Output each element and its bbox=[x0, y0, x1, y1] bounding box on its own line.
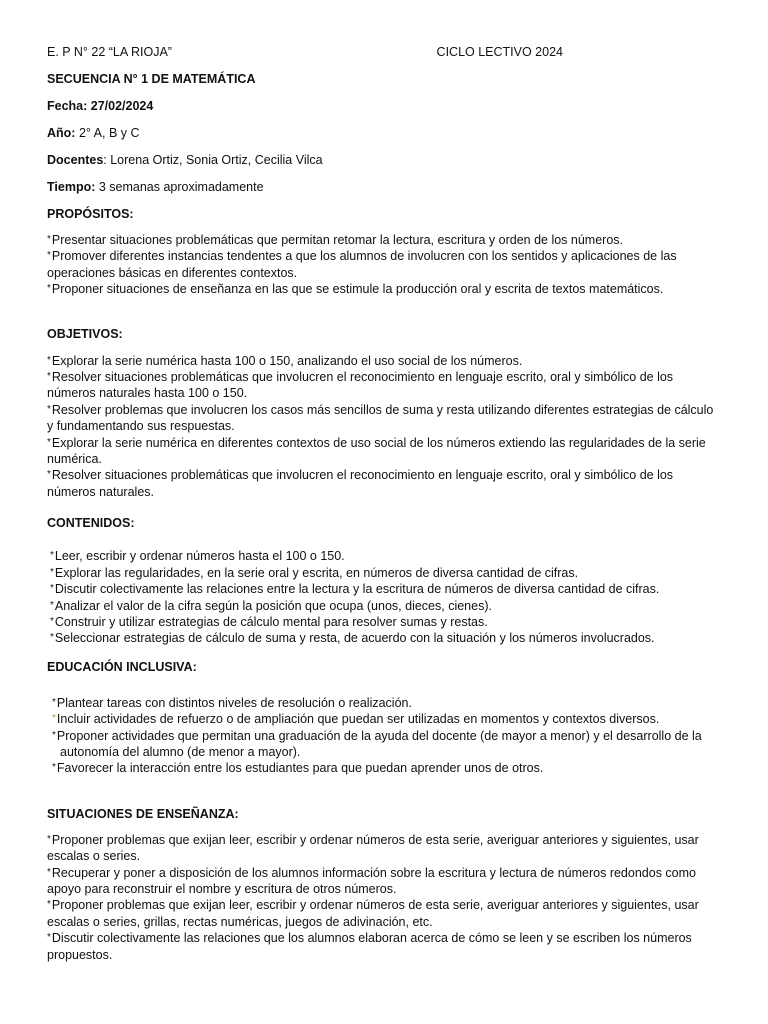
list-item: *Proponer situaciones de enseñanza en las que se estimule la producción oral y escrita de textos matemáticos. bbox=[47, 282, 664, 297]
objetivos-heading: OBJETIVOS: bbox=[47, 326, 123, 341]
bullet-icon: * bbox=[47, 283, 51, 295]
list-item: *Leer, escribir y ordenar números hasta el 100 o 150. bbox=[50, 549, 345, 564]
bullet-icon: * bbox=[47, 469, 51, 481]
bullet-icon: * bbox=[47, 403, 51, 415]
bullet-icon: * bbox=[47, 436, 51, 448]
teachers-line: Docentes: Lorena Ortiz, Sonia Ortiz, Cecilia Vilca bbox=[47, 153, 323, 167]
list-item: *Discutir colectivamente las relaciones que los alumnos elaboran acerca de cómo se leen y se escriben los números propuestos. bbox=[47, 931, 692, 962]
bullet-icon: * bbox=[50, 615, 54, 627]
list-item: *Explorar las regularidades, en la serie oral y escrita, en números de diversa cantidad de cifras. bbox=[50, 565, 579, 580]
inclusiva-heading: EDUCACIÓN INCLUSIVA: bbox=[47, 659, 197, 674]
bullet-icon: * bbox=[50, 632, 54, 644]
list-item: *Analizar el valor de la cifra según la posición que ocupa (unos, dieces, cienes). bbox=[50, 598, 492, 613]
list-item: *Proponer actividades que permitan una graduación de la ayuda del docente (de mayor a menor) y el desarrollo de la autonomía del alumno (de menor a mayor). bbox=[52, 728, 702, 759]
bullet-icon: * bbox=[52, 696, 56, 708]
bullet-icon: * bbox=[50, 583, 54, 595]
list-item: *Explorar la serie numérica hasta 100 o 150, analizando el uso social de los números. bbox=[47, 353, 523, 368]
school-name: E. P N° 22 “LA RIOJA” bbox=[47, 45, 172, 59]
list-item: *Proponer problemas que exijan leer, escribir y ordenar números de esta serie, averiguar anteriores y siguientes, usar escalas o series. bbox=[47, 832, 699, 864]
contenidos-heading: CONTENIDOS: bbox=[47, 516, 135, 531]
time-line: Tiempo: 3 semanas aproximadamente bbox=[47, 180, 264, 194]
list-item: *Plantear tareas con distintos niveles de resolución o realización. bbox=[52, 695, 412, 710]
list-item: *Seleccionar estrategias de cálculo de suma y resta, de acuerdo con la situación y los números involucrados. bbox=[50, 631, 655, 646]
list-item: *Proponer problemas que exijan leer, escribir y ordenar números de esta serie, averiguar anteriores y siguientes, usar escalas o series, grillas, rectas numéricas, juegos de adivinación, etc. bbox=[47, 898, 699, 929]
situaciones-heading: SITUACIONES DE ENSEÑANZA: bbox=[47, 806, 239, 821]
list-item: *Recuperar y poner a disposición de los alumnos información sobre la escritura y lectura de números redondos como apoyo para reconstruir el nombre y escritura de otros números. bbox=[47, 865, 696, 896]
bullet-icon: * bbox=[47, 354, 51, 366]
propositos-heading: PROPÓSITOS: bbox=[47, 207, 134, 221]
list-item: *Resolver situaciones problemáticas que involucren el reconocimiento en lenguaje escrito, oral y simbólico de los números naturales. bbox=[47, 468, 674, 499]
objetivos-list bbox=[47, 353, 719, 501]
bullet-icon: * bbox=[50, 566, 54, 578]
date-line: Fecha: 27/02/2024 bbox=[47, 99, 154, 113]
list-item: *Resolver problemas que involucren los casos más sencillos de suma y resta utilizando diferentes estrategias de cálculo y fundamentando sus respuestas. bbox=[47, 402, 714, 434]
bullet-icon: * bbox=[52, 729, 56, 741]
list-item: *Favorecer la interacción entre los estudiantes para que puedan aprender unos de otros. bbox=[52, 761, 544, 776]
year-line: Año: 2° A, B y C bbox=[47, 126, 140, 140]
bullet-icon: * bbox=[47, 932, 51, 944]
bullet-icon: * bbox=[47, 250, 51, 262]
list-item: *Discutir colectivamente las relaciones entre la lectura y la escritura de números de diversa cantidad de cifras. bbox=[50, 582, 660, 597]
propositos-list bbox=[47, 232, 719, 298]
bullet-icon: * bbox=[50, 550, 54, 562]
document-header bbox=[47, 44, 719, 62]
situaciones-list bbox=[47, 832, 719, 963]
sequence-title: SECUENCIA N° 1 DE MATEMÁTICA bbox=[47, 72, 256, 86]
document-page bbox=[47, 44, 719, 963]
list-item: *Incluir actividades de refuerzo o de ampliación que puedan ser utilizadas en momentos y contextos diversos. bbox=[52, 712, 660, 727]
bullet-icon: * bbox=[47, 899, 51, 911]
inclusiva-list bbox=[47, 695, 719, 777]
bullet-icon: * bbox=[52, 762, 56, 774]
list-item: *Resolver situaciones problemáticas que involucren el reconocimiento en lenguaje escrito, oral y simbólico de los números naturales hasta 100 o 150. bbox=[47, 370, 674, 401]
bullet-icon: * bbox=[52, 713, 56, 725]
bullet-icon: * bbox=[47, 866, 51, 878]
bullet-icon: * bbox=[47, 371, 51, 383]
list-item: *Construir y utilizar estrategias de cálculo mental para resolver sumas y restas. bbox=[50, 614, 488, 629]
list-item: *Presentar situaciones problemáticas que permitan retomar la lectura, escritura y orden de los números. bbox=[47, 233, 624, 247]
list-item: *Promover diferentes instancias tendentes a que los alumnos de involucren con los sentidos y aplicaciones de las operaciones básicas en diferentes contextos. bbox=[47, 249, 677, 280]
list-item: *Explorar la serie numérica en diferentes contextos de uso social de los números extiendo las regularidades de la serie numérica. bbox=[47, 435, 706, 467]
contenidos-list bbox=[47, 548, 719, 646]
bullet-icon: * bbox=[47, 234, 51, 245]
bullet-icon: * bbox=[47, 833, 51, 845]
school-cycle: CICLO LECTIVO 2024 bbox=[436, 45, 563, 59]
bullet-icon: * bbox=[50, 599, 54, 611]
